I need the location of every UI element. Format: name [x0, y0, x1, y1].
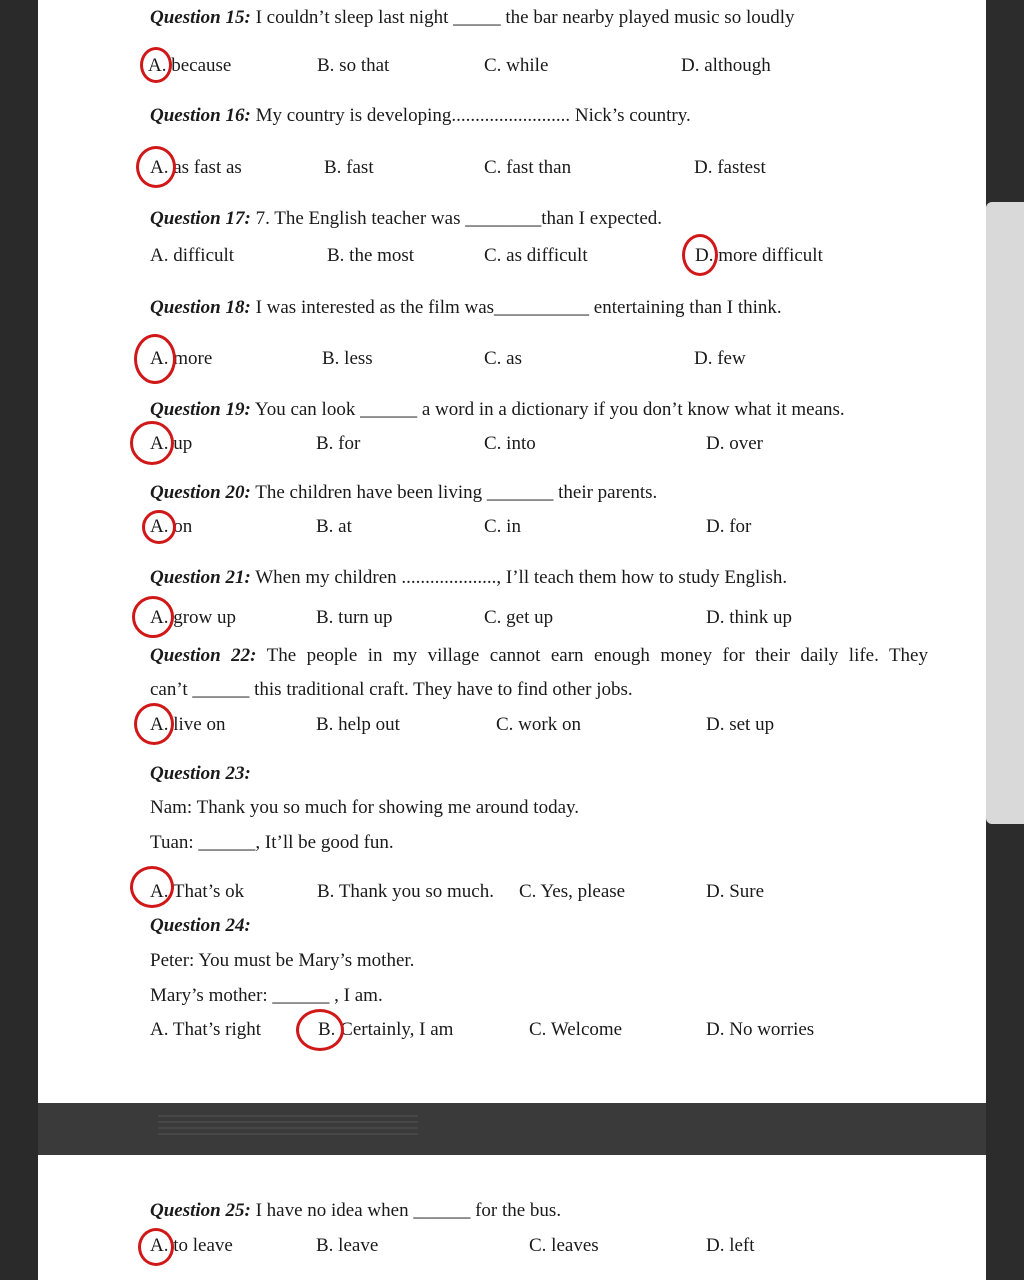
option-c[interactable]: C. into [484, 433, 536, 454]
dialogue-line-1: Peter: You must be Mary’s mother. [150, 950, 415, 971]
option-a[interactable]: A. That’s right [150, 1019, 262, 1040]
answer-mark-circle [130, 866, 174, 908]
option-a[interactable]: A. as fast as [150, 157, 242, 178]
option-b[interactable]: B. help out [316, 714, 400, 735]
option-b[interactable]: B. less [322, 348, 373, 369]
answer-mark-circle [134, 334, 176, 384]
option-b[interactable]: B. so that [317, 55, 390, 76]
option-a[interactable]: A. grow up [150, 607, 237, 628]
option-c[interactable]: C. in [484, 516, 521, 537]
question-text: The children have been living _______ their parents. [255, 482, 658, 503]
option-c[interactable]: C. as [484, 348, 522, 369]
answer-mark-circle [140, 47, 172, 83]
option-b[interactable]: B. Certainly, I am [318, 1019, 454, 1040]
option-d[interactable]: D. left [706, 1235, 755, 1256]
option-d[interactable]: D. although [681, 55, 771, 76]
question-label: Question 21: [150, 567, 251, 588]
option-d[interactable]: D. set up [706, 714, 775, 735]
option-a[interactable]: A. live on [150, 714, 226, 735]
option-c[interactable]: C. work on [496, 714, 581, 735]
option-b[interactable]: B. at [316, 516, 352, 537]
question-label: Question 22: [150, 645, 257, 666]
option-a[interactable]: A. That’s ok [150, 881, 245, 902]
option-c[interactable]: C. as difficult [484, 245, 588, 266]
question-22 [150, 645, 928, 667]
answer-mark-circle [296, 1009, 344, 1051]
option-c[interactable]: C. Welcome [529, 1019, 623, 1040]
option-c[interactable]: C. fast than [484, 157, 572, 178]
option-c[interactable]: C. leaves [529, 1235, 599, 1256]
question-label: Question 23: [150, 763, 251, 784]
option-b[interactable]: B. fast [324, 157, 374, 178]
option-d[interactable]: D. more difficult [695, 245, 823, 266]
question-15 [150, 7, 795, 29]
option-a[interactable]: A. more [150, 348, 213, 369]
option-b[interactable]: B. the most [327, 245, 415, 266]
viewer-left-margin [0, 0, 38, 1280]
question-label: Question 19: [150, 399, 251, 420]
option-d[interactable]: D. over [706, 433, 763, 454]
option-d[interactable]: D. fastest [694, 157, 766, 178]
question-19 [150, 399, 845, 421]
question-text: When my children ...................., I’ll teach them how to study English. [255, 567, 788, 588]
option-a[interactable]: A. difficult [150, 245, 235, 266]
option-c[interactable]: C. while [484, 55, 549, 76]
question-text: I was interested as the film was__________ entertaining than I think. [255, 297, 782, 318]
option-c[interactable]: C. get up [484, 607, 554, 628]
question-18 [150, 297, 782, 319]
answer-mark-circle [142, 510, 176, 544]
question-20 [150, 482, 657, 504]
answer-mark-circle [682, 234, 718, 276]
question-24 [150, 915, 251, 937]
question-22-continued: can’t ______ this traditional craft. They have to find other jobs. [150, 679, 633, 700]
option-d[interactable]: D. think up [706, 607, 793, 628]
answer-mark-circle [136, 146, 176, 188]
question-label: Question 18: [150, 297, 251, 318]
question-text: 7. The English teacher was ________than I expected. [255, 208, 663, 229]
question-label: Question 17: [150, 208, 251, 229]
question-text: You can look ______ a word in a dictionary if you don’t know what it means. [254, 399, 845, 420]
question-text: The people in my village cannot earn enough money for their daily life. They [266, 645, 928, 666]
option-b[interactable]: B. leave [316, 1235, 379, 1256]
option-a[interactable]: A. on [150, 516, 193, 537]
option-a[interactable]: A. to leave [150, 1235, 233, 1256]
option-a[interactable]: A. up [150, 433, 193, 454]
document-page-2 [38, 1155, 986, 1280]
dialogue-line-1: Nam: Thank you so much for showing me around today. [150, 797, 580, 818]
question-17 [150, 208, 662, 230]
option-b[interactable]: B. Thank you so much. [317, 881, 494, 902]
question-23 [150, 763, 251, 785]
answer-mark-circle [132, 596, 174, 638]
option-a[interactable]: A. because [148, 55, 232, 76]
option-b[interactable]: B. turn up [316, 607, 393, 628]
question-label: Question 24: [150, 915, 251, 936]
dialogue-line-2: Tuan: ______, It’ll be good fun. [150, 832, 394, 853]
question-16 [150, 105, 691, 127]
page-gap-preview-strip [38, 1103, 986, 1155]
question-label: Question 16: [150, 105, 251, 126]
blurred-preview-text [158, 1115, 418, 1137]
question-label: Question 20: [150, 482, 251, 503]
option-d[interactable]: D. for [706, 516, 752, 537]
dialogue-line-2: Mary’s mother: ______ , I am. [150, 985, 383, 1006]
answer-mark-circle [138, 1228, 174, 1266]
answer-mark-circle [134, 703, 174, 745]
question-21 [150, 567, 787, 589]
option-b[interactable]: B. for [316, 433, 361, 454]
question-text: I couldn’t sleep last night _____ the bar nearby played music so loudly [255, 7, 795, 28]
question-label: Question 25: [150, 1200, 251, 1221]
option-d[interactable]: D. few [694, 348, 746, 369]
question-25 [150, 1200, 561, 1222]
option-c[interactable]: C. Yes, please [519, 881, 626, 902]
option-d[interactable]: D. No worries [706, 1019, 815, 1040]
answer-mark-circle [130, 421, 174, 465]
question-text: I have no idea when ______ for the bus. [255, 1200, 562, 1221]
option-d[interactable]: D. Sure [706, 881, 765, 902]
scrollbar-thumb[interactable] [986, 202, 1024, 824]
question-text: My country is developing......................... Nick’s country. [255, 105, 691, 126]
question-label: Question 15: [150, 7, 251, 28]
document-page-1 [38, 0, 986, 1103]
